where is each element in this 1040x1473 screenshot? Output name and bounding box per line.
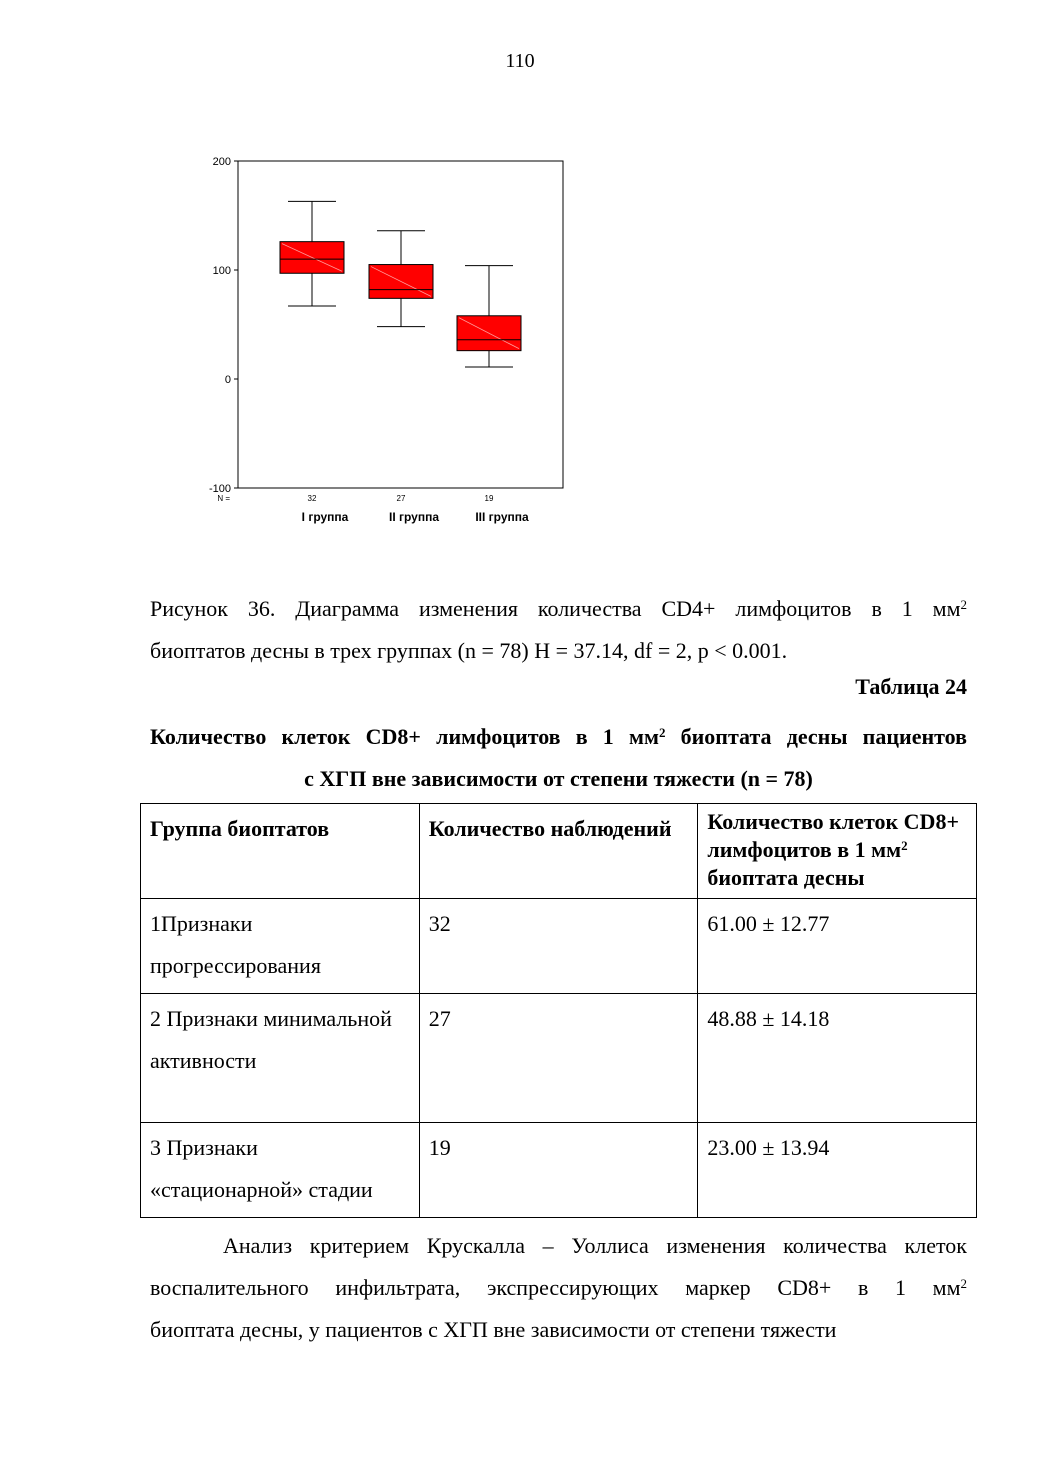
n-prefix-label: N = (217, 494, 230, 503)
cell-value: 48.88 ± 14.18 (698, 994, 977, 1123)
cell-count: 27 (419, 994, 698, 1123)
cell-group: 3 Признаки «стационарной» стадии (141, 1123, 420, 1218)
cell-count: 32 (419, 899, 698, 994)
data-table (140, 803, 977, 1218)
category-label: II группа (388, 510, 440, 524)
y-tick-label: 0 (224, 374, 231, 386)
table-row (141, 994, 977, 1123)
header-value: Количество клеток CD8+ лимфоцитов в 1 $мм^2$ биоптата десны (698, 804, 977, 899)
y-tick-label: 200 (212, 156, 231, 168)
y-tick-label: 100 (212, 265, 231, 277)
table-label: Таблица 24 (855, 674, 967, 699)
n-count-label: 32 (307, 494, 317, 503)
boxplot-chart (195, 150, 565, 535)
cell-group: 2 Признаки минимальной активности (141, 994, 420, 1123)
header-count: Количество наблюдений (419, 804, 698, 899)
y-tick-label: -100 (208, 483, 231, 495)
figure-caption: Рисунок 36. Диаграмма изменения количества CD4+ лимфоцитов в 1 $мм^2$ биоптатов десны в трех группах (n = 78) H = 37.14, df = 2, p < 0.001. (150, 596, 967, 663)
table-row (141, 899, 977, 994)
table-row (141, 1123, 977, 1218)
header-group: Группа биоптатов (141, 804, 420, 899)
category-label: I группа (301, 510, 349, 524)
n-count-label: 27 (396, 494, 406, 503)
table-header-row (141, 804, 977, 899)
category-label: III группа (475, 510, 529, 524)
analysis-paragraph: Анализ критерием Крускалла – Уоллиса изменения количества клеток воспалительного инфильтрата, экспрессирующих маркер CD8+ в 1 $мм^2$ биоптата десны, у пациентов с ХГП вне зависимости от степени тяжести (150, 1233, 967, 1342)
page-number: 110 (505, 50, 535, 72)
cell-count: 19 (419, 1123, 698, 1218)
cell-value: 61.00 ± 12.77 (698, 899, 977, 994)
cell-group: 1Признаки прогрессирования (141, 899, 420, 994)
cell-value: 23.00 ± 13.94 (698, 1123, 977, 1218)
n-count-label: 19 (484, 494, 494, 503)
table-title: Количество клеток CD8+ лимфоцитов в 1 $мм^2$ биоптата десны пациентов с ХГП вне зависимости от степени тяжести (n = 78) (150, 724, 967, 791)
